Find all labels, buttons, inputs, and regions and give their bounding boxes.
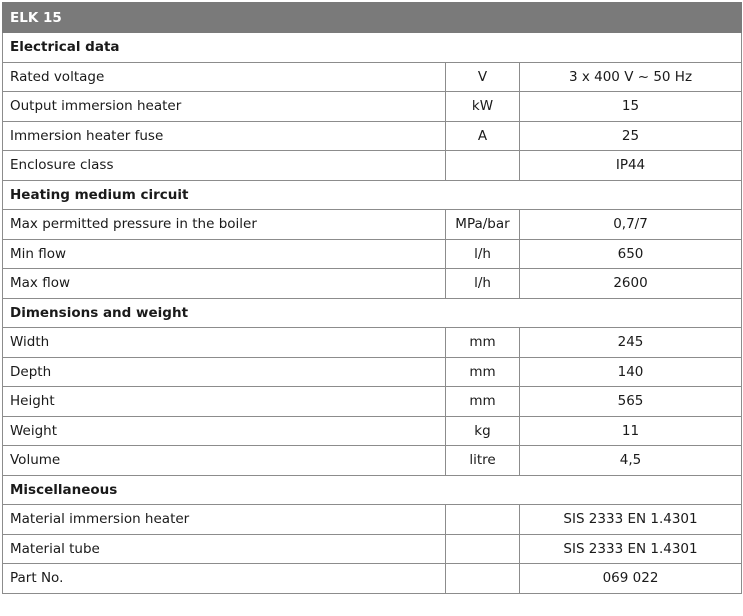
row-value: IP44 — [520, 151, 742, 181]
row-value: SIS 2333 EN 1.4301 — [520, 505, 742, 535]
row-value: 245 — [520, 328, 742, 358]
spec-body — [3, 33, 742, 594]
row-value: 069 022 — [520, 564, 742, 594]
table-row — [3, 505, 742, 535]
row-label: Depth — [3, 357, 446, 387]
table-row — [3, 446, 742, 476]
row-label: Part No. — [3, 564, 446, 594]
table-row — [3, 416, 742, 446]
row-unit: mm — [446, 387, 520, 417]
row-value: 15 — [520, 92, 742, 122]
table-row — [3, 387, 742, 417]
row-unit — [446, 505, 520, 535]
row-unit: mm — [446, 357, 520, 387]
row-unit: MPa/bar — [446, 210, 520, 240]
row-value: 25 — [520, 121, 742, 151]
row-value: 140 — [520, 357, 742, 387]
section-header-row — [3, 475, 742, 505]
row-label: Rated voltage — [3, 62, 446, 92]
section-header-row — [3, 33, 742, 63]
row-value: 11 — [520, 416, 742, 446]
row-label: Immersion heater fuse — [3, 121, 446, 151]
row-unit: A — [446, 121, 520, 151]
row-label: Max flow — [3, 269, 446, 299]
row-value: SIS 2333 EN 1.4301 — [520, 534, 742, 564]
table-row — [3, 269, 742, 299]
row-label: Weight — [3, 416, 446, 446]
row-value: 4,5 — [520, 446, 742, 476]
table-title: ELK 15 — [3, 3, 742, 33]
row-label: Min flow — [3, 239, 446, 269]
row-label: Material tube — [3, 534, 446, 564]
table-row — [3, 239, 742, 269]
row-unit — [446, 564, 520, 594]
row-unit: mm — [446, 328, 520, 358]
row-label: Width — [3, 328, 446, 358]
table-row — [3, 357, 742, 387]
title-row — [3, 3, 742, 33]
row-value: 3 x 400 V ~ 50 Hz — [520, 62, 742, 92]
section-heading: Heating medium circuit — [3, 180, 742, 210]
section-heading: Electrical data — [3, 33, 742, 63]
table-row — [3, 121, 742, 151]
table-row — [3, 151, 742, 181]
row-label: Max permitted pressure in the boiler — [3, 210, 446, 240]
row-label: Enclosure class — [3, 151, 446, 181]
row-unit: litre — [446, 446, 520, 476]
row-value: 650 — [520, 239, 742, 269]
section-header-row — [3, 180, 742, 210]
table-row — [3, 564, 742, 594]
row-label: Volume — [3, 446, 446, 476]
table-row — [3, 210, 742, 240]
section-heading: Miscellaneous — [3, 475, 742, 505]
row-unit: l/h — [446, 269, 520, 299]
row-value: 565 — [520, 387, 742, 417]
row-unit — [446, 151, 520, 181]
row-unit — [446, 534, 520, 564]
spec-table — [2, 2, 742, 594]
row-value: 0,7/7 — [520, 210, 742, 240]
section-heading: Dimensions and weight — [3, 298, 742, 328]
row-unit: V — [446, 62, 520, 92]
table-row — [3, 92, 742, 122]
row-label: Height — [3, 387, 446, 417]
table-row — [3, 534, 742, 564]
row-unit: kW — [446, 92, 520, 122]
row-value: 2600 — [520, 269, 742, 299]
row-label: Material immersion heater — [3, 505, 446, 535]
row-unit: kg — [446, 416, 520, 446]
table-row — [3, 62, 742, 92]
section-header-row — [3, 298, 742, 328]
row-unit: l/h — [446, 239, 520, 269]
row-label: Output immersion heater — [3, 92, 446, 122]
table-row — [3, 328, 742, 358]
